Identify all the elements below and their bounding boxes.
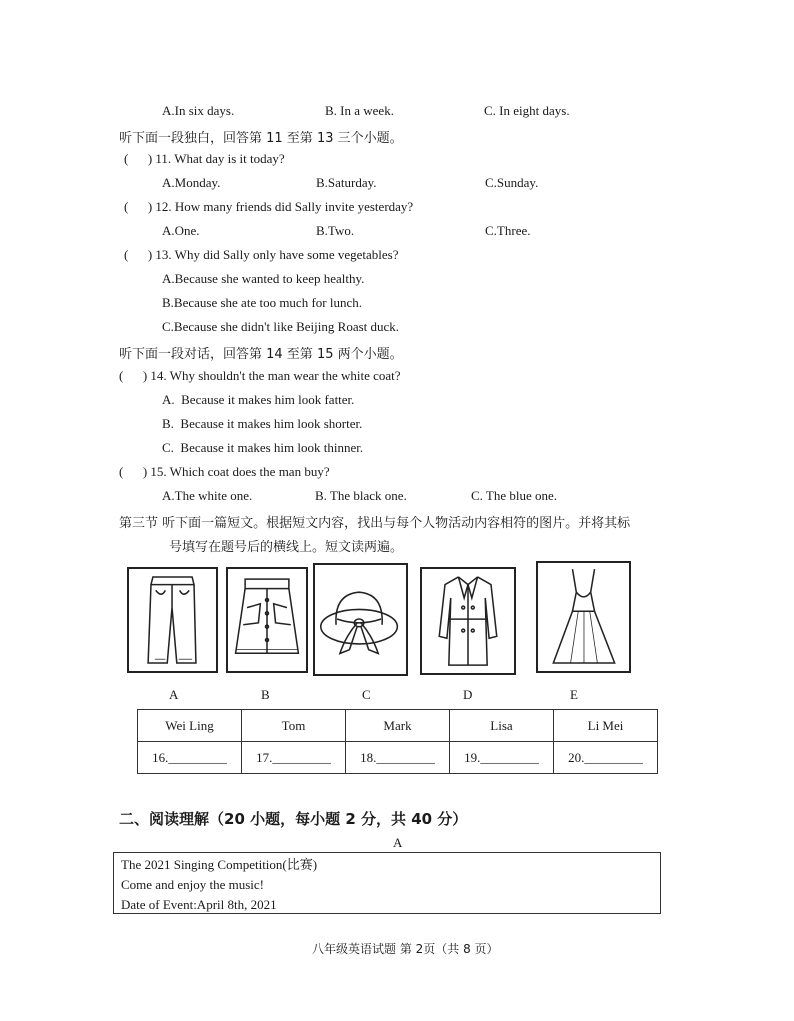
q13-stem: ( ) 13. Why did Sally only have some vegetables? (124, 247, 399, 262)
monologue-instruction: 听下面一段独白，回答第 11 至第 13 三个小题。 (119, 131, 403, 146)
q15-option-b: B. The black one. (315, 488, 407, 503)
q14-option-c: C. Because it makes him look thinner. (162, 440, 364, 455)
hat-icon (313, 563, 408, 676)
picture-label-d: D (463, 687, 473, 702)
q15-stem: ( ) 15. Which coat does the man buy? (119, 464, 330, 479)
q11-option-c: C.Sunday. (485, 175, 539, 190)
picture-label-b: B (261, 687, 270, 702)
part2-title: 二、阅读理解（20 小题，每小题 2 分，共 40 分） (119, 810, 468, 828)
section3-instruction-line1: 第三节 听下面一篇短文。根据短文内容，找出与每个人物活动内容相符的图片。并将其标 (119, 516, 631, 531)
section3-instruction-line2: 号填写在题号后的横线上。短文读两遍。 (169, 540, 404, 555)
q11-option-a: A.Monday. (162, 175, 221, 190)
q15-option-a: A.The white one. (162, 488, 253, 503)
name-cell: Mark (346, 710, 450, 742)
q12-option-a: A.One. (162, 223, 200, 238)
name-cell: Wei Ling (138, 710, 242, 742)
passage-line: Come and enjoy the music! (121, 877, 264, 892)
answer-blank-20[interactable]: 20._________ (554, 742, 658, 774)
q13-option-c: C.Because she didn't like Beijing Roast duck. (162, 319, 400, 334)
q13-option-b: B.Because she ate too much for lunch. (162, 295, 362, 310)
picture-label-a: A (169, 687, 179, 702)
answer-blank-19[interactable]: 19._________ (450, 742, 554, 774)
passage-line: Date of Event:April 8th, 2021 (121, 897, 277, 912)
answer-blank-16[interactable]: 16._________ (138, 742, 242, 774)
name-cell: Lisa (450, 710, 554, 742)
dialogue-instruction: 听下面一段对话，回答第 14 至第 15 两个小题。 (119, 347, 403, 362)
person-answer-table (137, 709, 658, 774)
name-cell: Tom (242, 710, 346, 742)
trousers-icon (127, 567, 218, 673)
answers-row (138, 742, 658, 774)
q15-option-c: C. The blue one. (471, 488, 558, 503)
q14-stem: ( ) 14. Why shouldn't the man wear the white coat? (119, 368, 401, 383)
dress-icon (536, 561, 631, 673)
skirt-icon (226, 567, 308, 673)
q11-option-b: B.Saturday. (316, 175, 377, 190)
q10-option-a: A.In six days. (162, 103, 235, 118)
page-footer: 八年级英语试题 第 2页（共 8 页） (312, 942, 499, 956)
q10-option-c: C. In eight days. (484, 103, 570, 118)
passage-line: The 2021 Singing Competition(比赛) (121, 857, 318, 872)
coat-icon (420, 567, 516, 675)
q14-option-b: B. Because it makes him look shorter. (162, 416, 363, 431)
names-row (138, 710, 658, 742)
answer-blank-17[interactable]: 17._________ (242, 742, 346, 774)
q14-option-a: A. Because it makes him look fatter. (162, 392, 355, 407)
q12-stem: ( ) 12. How many friends did Sally invite yesterday? (124, 199, 414, 214)
q11-stem: ( ) 11. What day is it today? (124, 151, 285, 166)
passage-letter: A (393, 835, 403, 850)
q12-option-b: B.Two. (316, 223, 355, 238)
q10-option-b: B. In a week. (325, 103, 394, 118)
picture-label-c: C (362, 687, 371, 702)
q13-option-a: A.Because she wanted to keep healthy. (162, 271, 365, 286)
q12-option-c: C.Three. (485, 223, 531, 238)
passage-box (113, 852, 661, 914)
answer-blank-18[interactable]: 18._________ (346, 742, 450, 774)
name-cell: Li Mei (554, 710, 658, 742)
picture-label-e: E (570, 687, 578, 702)
